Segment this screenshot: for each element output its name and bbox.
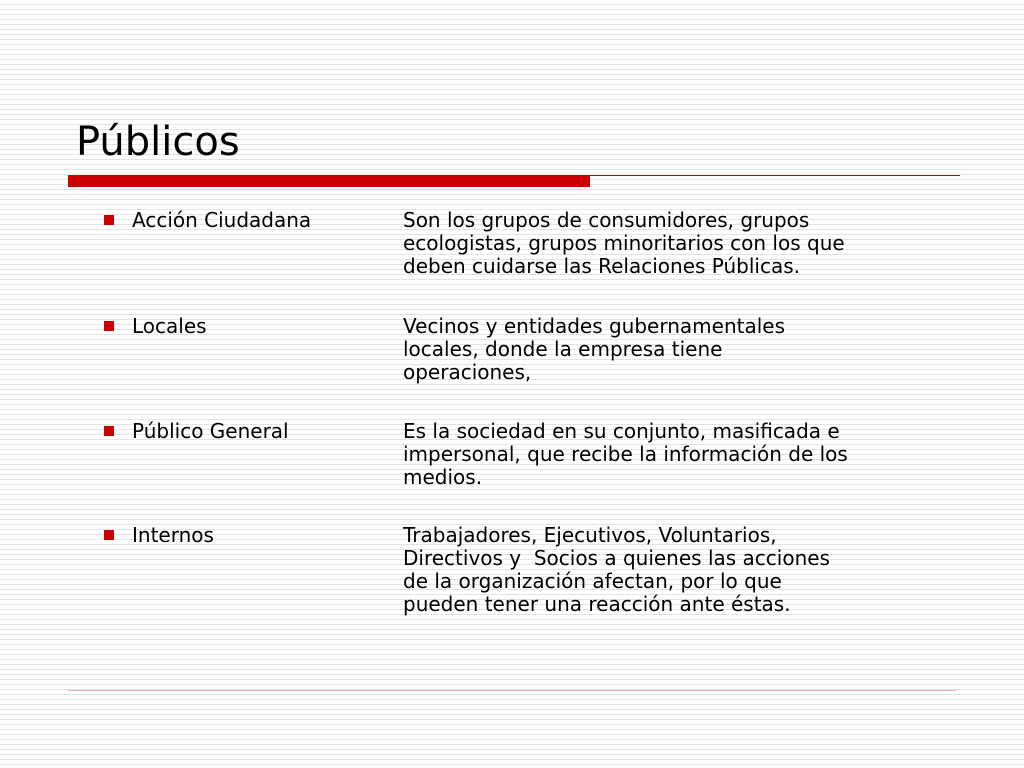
description-line: locales, donde la empresa tiene bbox=[403, 337, 723, 361]
footer-divider bbox=[68, 690, 956, 691]
bullet-square-icon bbox=[104, 530, 114, 540]
item-term: Acción Ciudadana bbox=[132, 208, 312, 232]
description-line: Trabajadores, Ejecutivos, Voluntarios, bbox=[403, 523, 777, 547]
item-term: Internos bbox=[132, 523, 214, 547]
description-line: operaciones, bbox=[403, 360, 532, 384]
slide-title: Públicos bbox=[76, 119, 240, 165]
item-description bbox=[403, 315, 963, 384]
bullet-square-icon bbox=[104, 321, 114, 331]
title-accent-line bbox=[590, 175, 960, 176]
description-line: Son los grupos de consumidores, grupos bbox=[403, 208, 810, 232]
description-line: ecologistas, grupos minoritarios con los que bbox=[403, 231, 845, 255]
item-term: Locales bbox=[132, 314, 207, 338]
description-line: de la organización afectan, por lo que bbox=[403, 569, 782, 593]
bullet-square-icon bbox=[104, 426, 114, 436]
description-line: pueden tener una reacción ante éstas. bbox=[403, 592, 791, 616]
description-line: deben cuidarse las Relaciones Públicas. bbox=[403, 254, 800, 278]
description-line: Directivos y Socios a quienes las acciones bbox=[403, 546, 830, 570]
description-line: medios. bbox=[403, 465, 483, 489]
item-description bbox=[403, 524, 963, 616]
item-term: Público General bbox=[132, 419, 289, 443]
item-description bbox=[403, 209, 963, 278]
title-accent-bar bbox=[68, 175, 590, 187]
description-line: impersonal, que recibe la información de los bbox=[403, 442, 848, 466]
description-line: Es la sociedad en su conjunto, masificada e bbox=[403, 419, 840, 443]
item-description bbox=[403, 420, 963, 489]
bullet-square-icon bbox=[104, 215, 114, 225]
description-line: Vecinos y entidades gubernamentales bbox=[403, 314, 785, 338]
